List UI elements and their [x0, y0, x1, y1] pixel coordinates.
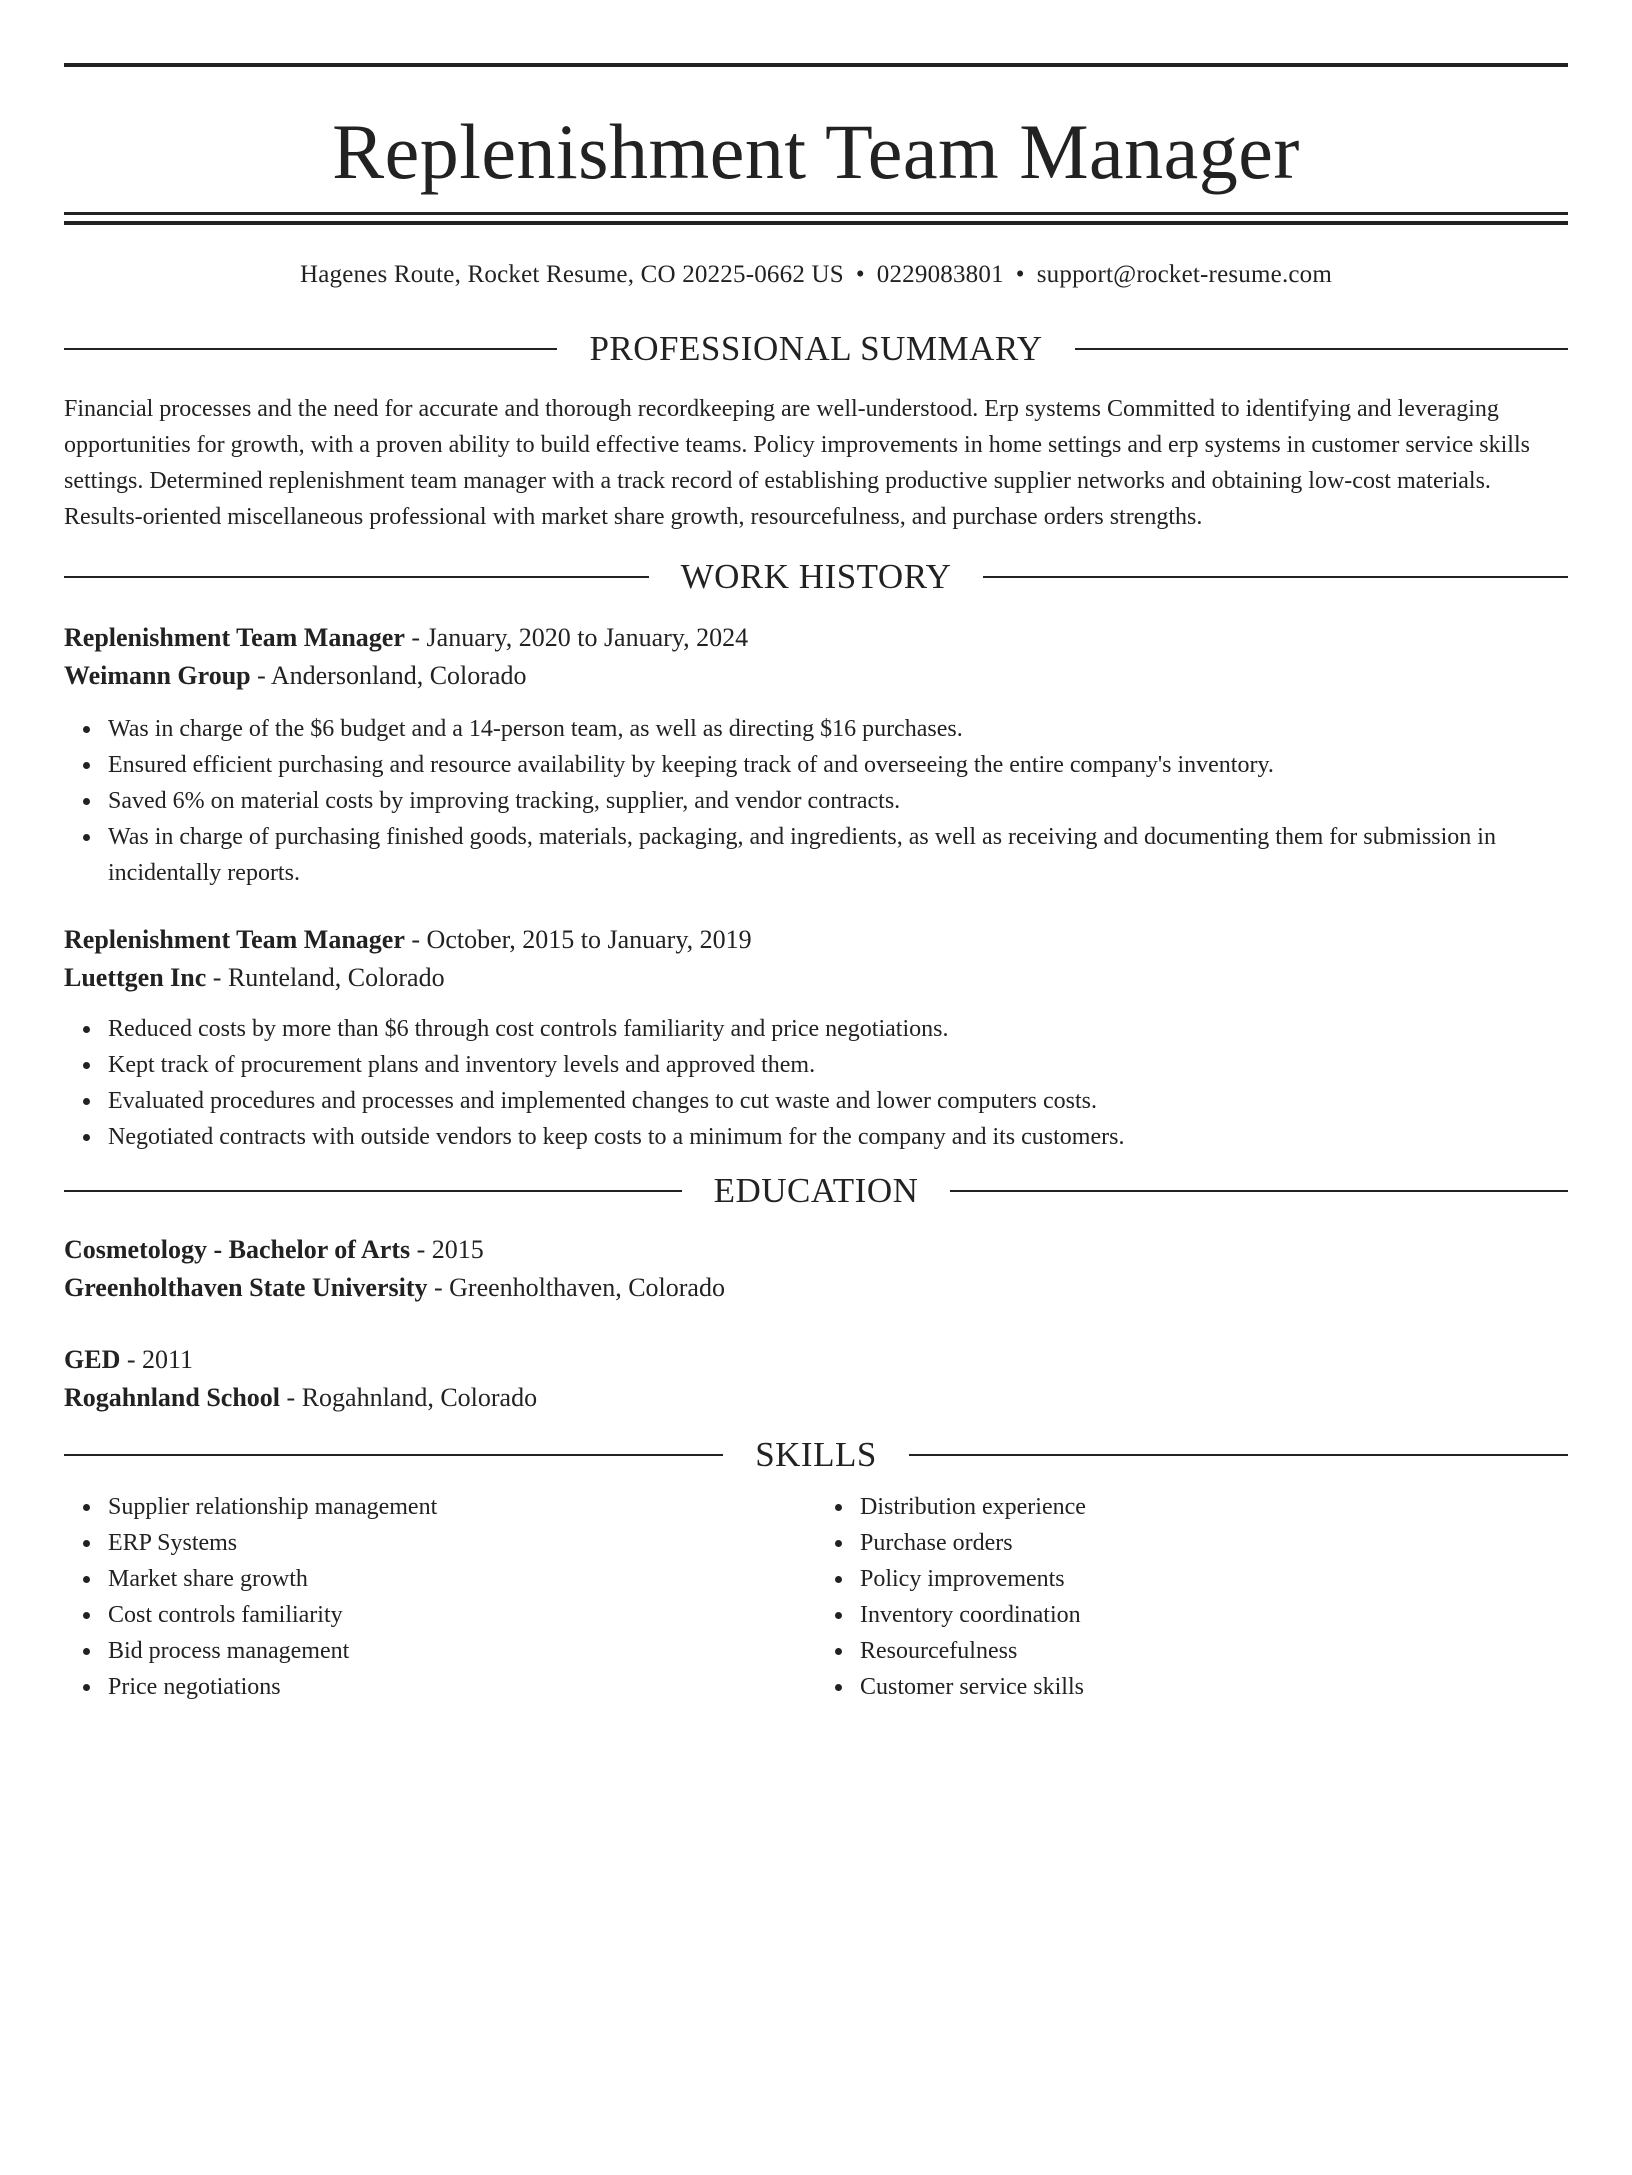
skill-item: Customer service skills [860, 1669, 1568, 1705]
skills-grid [64, 1489, 1568, 1705]
contact-address: Hagenes Route, Rocket Resume, CO 20225-0662 US [299, 261, 844, 288]
company-name: Luettgen Inc [64, 963, 207, 992]
top-rule [64, 63, 1568, 67]
heading-rule-right [950, 1190, 1568, 1192]
list-item: Saved 6% on material costs by improving tracking, supplier, and vendor contracts. [108, 783, 1568, 819]
resume-title: Replenishment Team Manager [332, 108, 1300, 195]
degree-name: Cosmetology - Bachelor of Arts [64, 1235, 411, 1264]
skill-item: ERP Systems [108, 1525, 816, 1561]
education-entry [64, 1231, 1568, 1307]
contact-line [64, 259, 1568, 291]
section-title-summary: PROFESSIONAL SUMMARY [589, 329, 1043, 368]
company-line [64, 657, 1568, 695]
skill-item: Distribution experience [860, 1489, 1568, 1525]
school-location: - Rogahnland, Colorado [280, 1383, 538, 1412]
skill-item: Cost controls familiarity [108, 1597, 816, 1633]
company-location: - Andersonland, Colorado [250, 661, 527, 690]
school-name: Greenholthaven State University [64, 1273, 428, 1302]
job-title: Replenishment Team Manager [64, 623, 405, 652]
section-heading-work [64, 555, 1568, 599]
list-item: Evaluated procedures and processes and implemented changes to cut waste and lower computers costs. [108, 1083, 1568, 1119]
school-line [64, 1269, 1568, 1307]
degree-line [64, 1231, 1568, 1269]
section-heading-summary [64, 327, 1568, 371]
skill-item: Price negotiations [108, 1669, 816, 1705]
job-title-line [64, 619, 1568, 657]
section-title-work: WORK HISTORY [680, 557, 952, 596]
job-bullets [64, 1011, 1568, 1155]
job-title: Replenishment Team Manager [64, 925, 405, 954]
work-entry [64, 921, 1568, 1155]
degree-line [64, 1341, 1568, 1379]
list-item: Reduced costs by more than $6 through cost controls familiarity and price negotiations. [108, 1011, 1568, 1047]
section-title-skills: SKILLS [755, 1435, 877, 1474]
skill-item: Bid process management [108, 1633, 816, 1669]
resume-page [0, 63, 1632, 2175]
list-item: Negotiated contracts with outside vendors to keep costs to a minimum for the company and its customers. [108, 1119, 1568, 1155]
skill-item: Inventory coordination [860, 1597, 1568, 1633]
heading-rule-left [64, 576, 649, 578]
heading-rule-left [64, 1190, 682, 1192]
skill-item: Policy improvements [860, 1561, 1568, 1597]
heading-rule-left [64, 348, 557, 350]
job-dates: - October, 2015 to January, 2019 [404, 925, 752, 954]
school-line [64, 1379, 1568, 1417]
contact-email: support@rocket-resume.com [1036, 261, 1333, 288]
contact-phone: 0229083801 [876, 261, 1004, 288]
list-item: Ensured efficient purchasing and resource availability by keeping track of and overseeing the entire company's inventory. [108, 747, 1568, 783]
education-entry [64, 1341, 1568, 1417]
skill-item: Market share growth [108, 1561, 816, 1597]
company-location: - Runteland, Colorado [206, 963, 445, 992]
skills-column-right [816, 1489, 1568, 1705]
list-item: Was in charge of the $6 budget and a 14-person team, as well as directing $16 purchases. [108, 711, 1568, 747]
section-title-education: EDUCATION [713, 1171, 919, 1210]
heading-rule-right [1075, 348, 1568, 350]
degree-name: GED [64, 1345, 121, 1374]
contact-separator: • [855, 261, 865, 288]
company-name: Weimann Group [64, 661, 251, 690]
title-double-rule [64, 212, 1568, 225]
job-bullets [64, 711, 1568, 891]
job-dates: - January, 2020 to January, 2024 [404, 623, 749, 652]
company-line [64, 959, 1568, 997]
heading-rule-right [983, 576, 1568, 578]
summary-text: Financial processes and the need for accurate and thorough recordkeeping are well-understood. Erp systems Committed to identifying and leveraging opportunities for growth, with a proven ability to build effective teams. Policy improvements in home settings and erp systems in customer service skills settings. Determined replenishment team manager with a track record of establishing productive supplier networks and obtaining low-cost materials. Results-oriented miscellaneous professional with market share growth, resourcefulness, and purchase orders strengths. [64, 396, 1530, 530]
job-title-line [64, 921, 1568, 959]
school-location: - Greenholthaven, Colorado [427, 1273, 725, 1302]
skill-item: Purchase orders [860, 1525, 1568, 1561]
skill-item: Supplier relationship management [108, 1489, 816, 1525]
heading-rule-left [64, 1454, 723, 1456]
contact-separator: • [1015, 261, 1025, 288]
list-item: Kept track of procurement plans and inventory levels and approved them. [108, 1047, 1568, 1083]
work-entry [64, 619, 1568, 891]
degree-year: - 2015 [410, 1235, 484, 1264]
school-name: Rogahnland School [64, 1383, 281, 1412]
heading-rule-right [909, 1454, 1568, 1456]
section-heading-education [64, 1169, 1568, 1213]
skill-item: Resourcefulness [860, 1633, 1568, 1669]
degree-year: - 2011 [120, 1345, 194, 1374]
section-heading-skills [64, 1433, 1568, 1477]
skills-column-left [64, 1489, 816, 1705]
list-item: Was in charge of purchasing finished goods, materials, packaging, and ingredients, as well as receiving and documenting them for submission in incidentally reports. [108, 819, 1568, 891]
